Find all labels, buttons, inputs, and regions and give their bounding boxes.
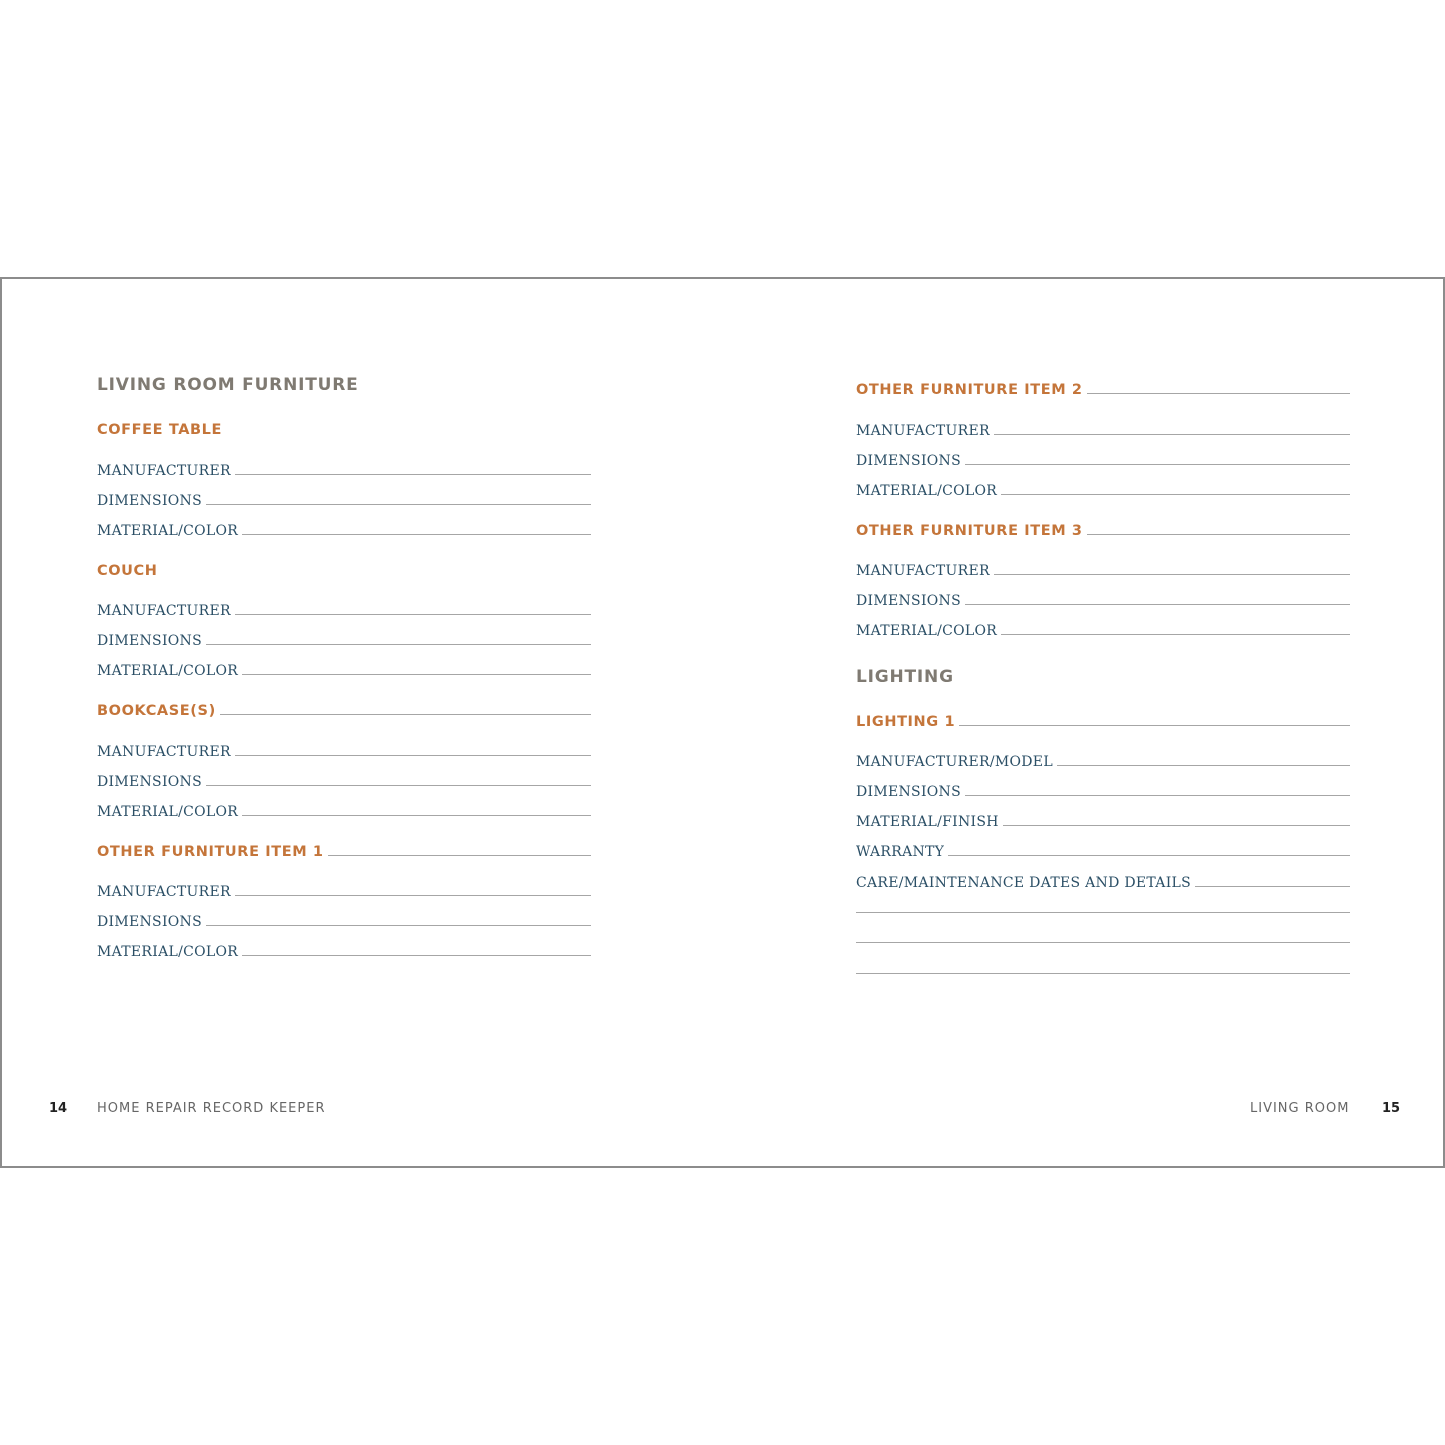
field-label: MANUFACTURER	[856, 563, 990, 579]
write-line[interactable]	[242, 674, 591, 675]
right-page-number: 15	[1382, 1101, 1401, 1116]
field-label: CARE/MAINTENANCE DATES AND DETAILS	[856, 875, 1192, 891]
write-line[interactable]	[1087, 534, 1350, 535]
write-line[interactable]	[206, 925, 591, 926]
write-line[interactable]	[994, 434, 1350, 435]
lighting-1-manufacturer-model-field[interactable]	[856, 745, 1350, 769]
write-line[interactable]	[206, 644, 591, 645]
care-extra-line-2[interactable]	[856, 942, 1350, 943]
field-label: MANUFACTURER	[856, 423, 990, 439]
field-label: DIMENSIONS	[856, 453, 961, 469]
field-label: MANUFACTURER	[97, 463, 231, 479]
field-label: DIMENSIONS	[856, 784, 961, 800]
left-page-number: 14	[49, 1101, 68, 1116]
write-line[interactable]	[1003, 825, 1350, 826]
section-title-lighting: LIGHTING	[856, 667, 954, 687]
lighting-1-dimensions-field[interactable]	[856, 775, 1350, 799]
field-label: MANUFACTURER	[97, 603, 231, 619]
field-label: DIMENSIONS	[97, 774, 202, 790]
write-line[interactable]	[994, 574, 1350, 575]
other-item-2-manufacturer-field[interactable]	[856, 414, 1350, 438]
field-label: MATERIAL/COLOR	[97, 804, 239, 820]
bookcases-manufacturer-field[interactable]	[97, 735, 591, 759]
write-line[interactable]	[959, 725, 1350, 726]
lighting-1-heading[interactable]	[856, 705, 1350, 729]
coffee-table-heading-label: COFFEE TABLE	[97, 421, 223, 438]
other-item-1-manufacturer-field[interactable]	[97, 875, 591, 899]
field-label: DIMENSIONS	[856, 593, 961, 609]
other-item-3-heading[interactable]	[856, 514, 1350, 538]
field-label: MATERIAL/COLOR	[97, 944, 239, 960]
write-line[interactable]	[220, 714, 591, 715]
bookcases-dimensions-field[interactable]	[97, 765, 591, 789]
other-item-1-heading[interactable]	[97, 835, 591, 859]
write-line[interactable]	[965, 464, 1350, 465]
couch-dimensions-field[interactable]	[97, 624, 591, 648]
couch-heading	[97, 554, 591, 578]
book-spread	[0, 277, 1445, 1168]
right-running-title: LIVING ROOM	[1250, 1101, 1350, 1116]
lighting-1-material-finish-field[interactable]	[856, 805, 1350, 829]
field-label: MANUFACTURER/MODEL	[856, 754, 1053, 770]
other-item-1-dimensions-field[interactable]	[97, 905, 591, 929]
write-line[interactable]	[1001, 634, 1350, 635]
left-running-title: HOME REPAIR RECORD KEEPER	[97, 1101, 326, 1116]
write-line[interactable]	[206, 504, 591, 505]
write-line[interactable]	[235, 474, 591, 475]
other-item-2-heading-label: OTHER FURNITURE ITEM 2	[856, 381, 1083, 398]
write-line[interactable]	[1087, 393, 1350, 394]
write-line[interactable]	[328, 855, 591, 856]
field-label: DIMENSIONS	[97, 493, 202, 509]
write-line[interactable]	[235, 614, 591, 615]
section-title-living-room-furniture: LIVING ROOM FURNITURE	[97, 375, 359, 395]
care-extra-line-3[interactable]	[856, 973, 1350, 974]
field-label: MANUFACTURER	[97, 884, 231, 900]
other-item-1-heading-label: OTHER FURNITURE ITEM 1	[97, 843, 324, 860]
couch-heading-label: COUCH	[97, 562, 158, 579]
write-line[interactable]	[1001, 494, 1350, 495]
other-item-3-heading-label: OTHER FURNITURE ITEM 3	[856, 522, 1083, 539]
left-page	[97, 279, 591, 1166]
care-extra-line-1[interactable]	[856, 912, 1350, 913]
couch-material-field[interactable]	[97, 654, 591, 678]
couch-manufacturer-field[interactable]	[97, 594, 591, 618]
field-label: MATERIAL/COLOR	[97, 523, 239, 539]
coffee-table-dimensions-field[interactable]	[97, 484, 591, 508]
write-line[interactable]	[242, 955, 591, 956]
lighting-1-care-field[interactable]	[856, 866, 1350, 890]
field-label: MATERIAL/FINISH	[856, 814, 999, 830]
right-page	[856, 279, 1350, 1166]
write-line[interactable]	[206, 785, 591, 786]
write-line[interactable]	[1195, 886, 1350, 887]
field-label: MATERIAL/COLOR	[856, 623, 998, 639]
other-item-3-dimensions-field[interactable]	[856, 584, 1350, 608]
bookcases-heading[interactable]	[97, 694, 591, 718]
write-line[interactable]	[235, 895, 591, 896]
field-label: MATERIAL/COLOR	[856, 483, 998, 499]
write-line[interactable]	[242, 815, 591, 816]
write-line[interactable]	[1057, 765, 1350, 766]
other-item-2-heading[interactable]	[856, 373, 1350, 397]
write-line[interactable]	[965, 795, 1350, 796]
other-item-2-dimensions-field[interactable]	[856, 444, 1350, 468]
coffee-table-material-field[interactable]	[97, 514, 591, 538]
bookcases-heading-label: BOOKCASE(S)	[97, 702, 216, 719]
write-line[interactable]	[242, 534, 591, 535]
write-line[interactable]	[965, 604, 1350, 605]
other-item-3-material-field[interactable]	[856, 614, 1350, 638]
other-item-2-material-field[interactable]	[856, 474, 1350, 498]
write-line[interactable]	[235, 755, 591, 756]
lighting-1-warranty-field[interactable]	[856, 835, 1350, 859]
write-line[interactable]	[948, 855, 1350, 856]
coffee-table-manufacturer-field[interactable]	[97, 454, 591, 478]
field-label: DIMENSIONS	[97, 914, 202, 930]
field-label: WARRANTY	[856, 844, 945, 860]
bookcases-material-field[interactable]	[97, 795, 591, 819]
coffee-table-heading	[97, 413, 591, 437]
field-label: MATERIAL/COLOR	[97, 663, 239, 679]
other-item-3-manufacturer-field[interactable]	[856, 554, 1350, 578]
field-label: DIMENSIONS	[97, 633, 202, 649]
lighting-1-heading-label: LIGHTING 1	[856, 713, 956, 730]
other-item-1-material-field[interactable]	[97, 935, 591, 959]
field-label: MANUFACTURER	[97, 744, 231, 760]
